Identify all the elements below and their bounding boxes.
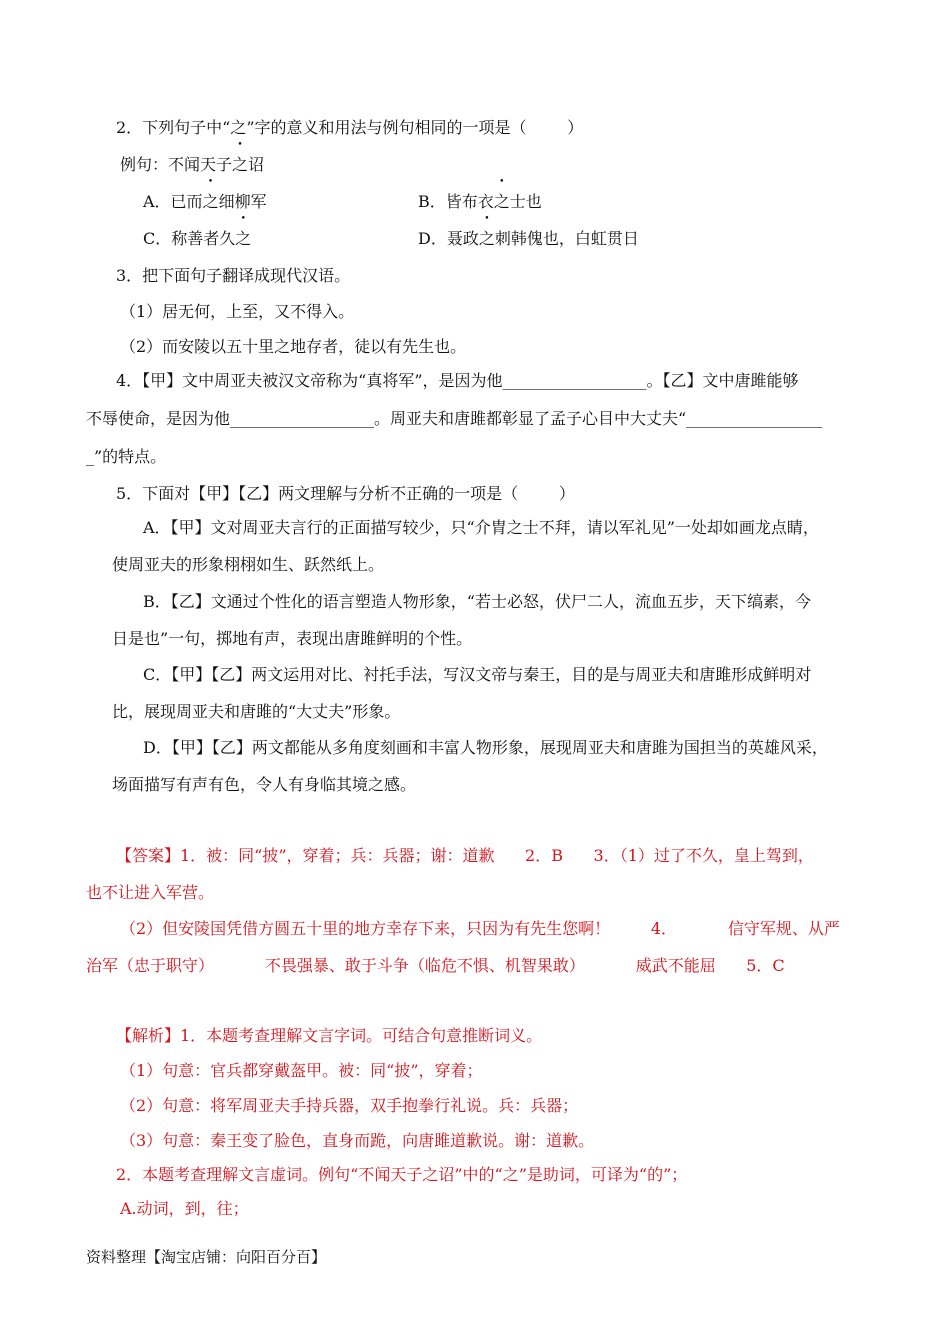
q2-option-b: B．皆布衣之士也 — [418, 190, 542, 214]
q3-item-1: （1）居无何，上至，又不得入。 — [120, 302, 355, 321]
answer-line-4: 治军（忠于职守） 不畏强暴、敢于斗争（临危不惧、机智果敢） 威武不能屈 5．C — [86, 956, 785, 975]
analysis-line-6: A.动词，到，往； — [120, 1199, 249, 1218]
question-5: 5．下面对【甲】【乙】两文理解与分析不正确的一项是（ ） — [116, 484, 575, 503]
question-4-line-3: _”的特点。 — [86, 447, 167, 466]
q5-option-d-line-2: 场面描写有声有色，令人有身临其境之感。 — [112, 775, 417, 794]
q5-option-d-line-1: D．【甲】【乙】两文都能从多角度刻画和丰富人物形象，展现周亚夫和唐雎为国担当的英雄风采， — [143, 738, 828, 757]
emphasis-dot: 之 — [232, 155, 249, 174]
analysis-line-1: 【解析】1．本题考查理解文言字词。可结合句意推断词义。 — [116, 1026, 543, 1045]
analysis-line-4: （3）句意：秦王变了脸色，直身而跪，向唐雎道歉说。谢：道歉。 — [120, 1131, 595, 1150]
question-4-line-1: 4．【甲】文中周亚夫被汉文帝称为“真将军”，是因为他__________________。【乙】文中唐雎能够 — [116, 371, 799, 390]
question-2: 2．下列句子中“之”字的意义和用法与例句相同的一项是（ ） — [116, 118, 584, 137]
q5-option-b-line-2: 日是也”一句，掷地有声，表现出唐雎鲜明的个性。 — [112, 629, 473, 648]
q5-option-c-line-1: C．【甲】【乙】两文运用对比、衬托手法，写汉文帝与秦王，目的是与周亚夫和唐雎形成鲜明对 — [143, 665, 812, 684]
question-4-line-2: 不辱使命，是因为他__________________。周亚夫和唐雎都彰显了孟子心目中大丈夫“_________________ — [86, 409, 823, 428]
emphasis-dot: 之 — [202, 192, 219, 211]
q2-option-c: C．称善者久之 — [143, 227, 251, 251]
emphasis-dot: 之 — [493, 192, 510, 211]
emphasis-dot: 之 — [235, 229, 252, 248]
q2-example: 例句：不闻天子之诏 — [120, 153, 264, 177]
question-3: 3．把下面句子翻译成现代汉语。 — [116, 266, 351, 285]
emphasis-dot: 之 — [478, 229, 495, 248]
q5-option-a-line-1: A．【甲】文对周亚夫言行的正面描写较少，只“介胄之士不拜，请以军礼见”一处却如画龙点睛， — [143, 518, 819, 537]
analysis-line-3: （2）句意：将军周亚夫手持兵器，双手抱拳行礼说。兵：兵器； — [120, 1096, 579, 1115]
answer-line-3: （2）但安陵国凭借方圆五十里的地方幸存下来，只因为有先生您啊！ 4． 信守军规、从严 — [120, 919, 840, 938]
q5-option-c-line-2: 比，展现周亚夫和唐雎的“大丈夫”形象。 — [112, 702, 401, 721]
q5-option-a-line-2: 使周亚夫的形象栩栩如生、跃然纸上。 — [112, 555, 385, 574]
q2-option-a: A．已而之细柳军 — [143, 190, 267, 214]
analysis-line-5: 2．本题考查理解文言虚词。例句“不闻天子之诏”中的“之”是助词，可译为“的”； — [116, 1165, 688, 1184]
q2-option-d: D．聂政之刺韩傀也，白虹贯日 — [418, 227, 639, 251]
answer-line-1: 【答案】1．被：同“披”，穿着；兵：兵器；谢：道歉 2．B 3．（1）过了不久，皇上驾到， — [116, 846, 814, 865]
q5-option-b-line-1: B．【乙】文通过个性化的语言塑造人物形象，“若士必怒，伏尸二人，流血五步，天下缟素，今 — [143, 592, 811, 611]
answer-line-2: 也不让进入军营。 — [86, 883, 215, 902]
q3-item-2: （2）而安陵以五十里之地存者，徒以有先生也。 — [120, 337, 467, 356]
footer-source: 资料整理【淘宝店铺：向阳百分百】 — [86, 1248, 327, 1266]
analysis-line-2: （1）句意：官兵都穿戴盔甲。被：同“披”，穿着； — [120, 1061, 483, 1080]
